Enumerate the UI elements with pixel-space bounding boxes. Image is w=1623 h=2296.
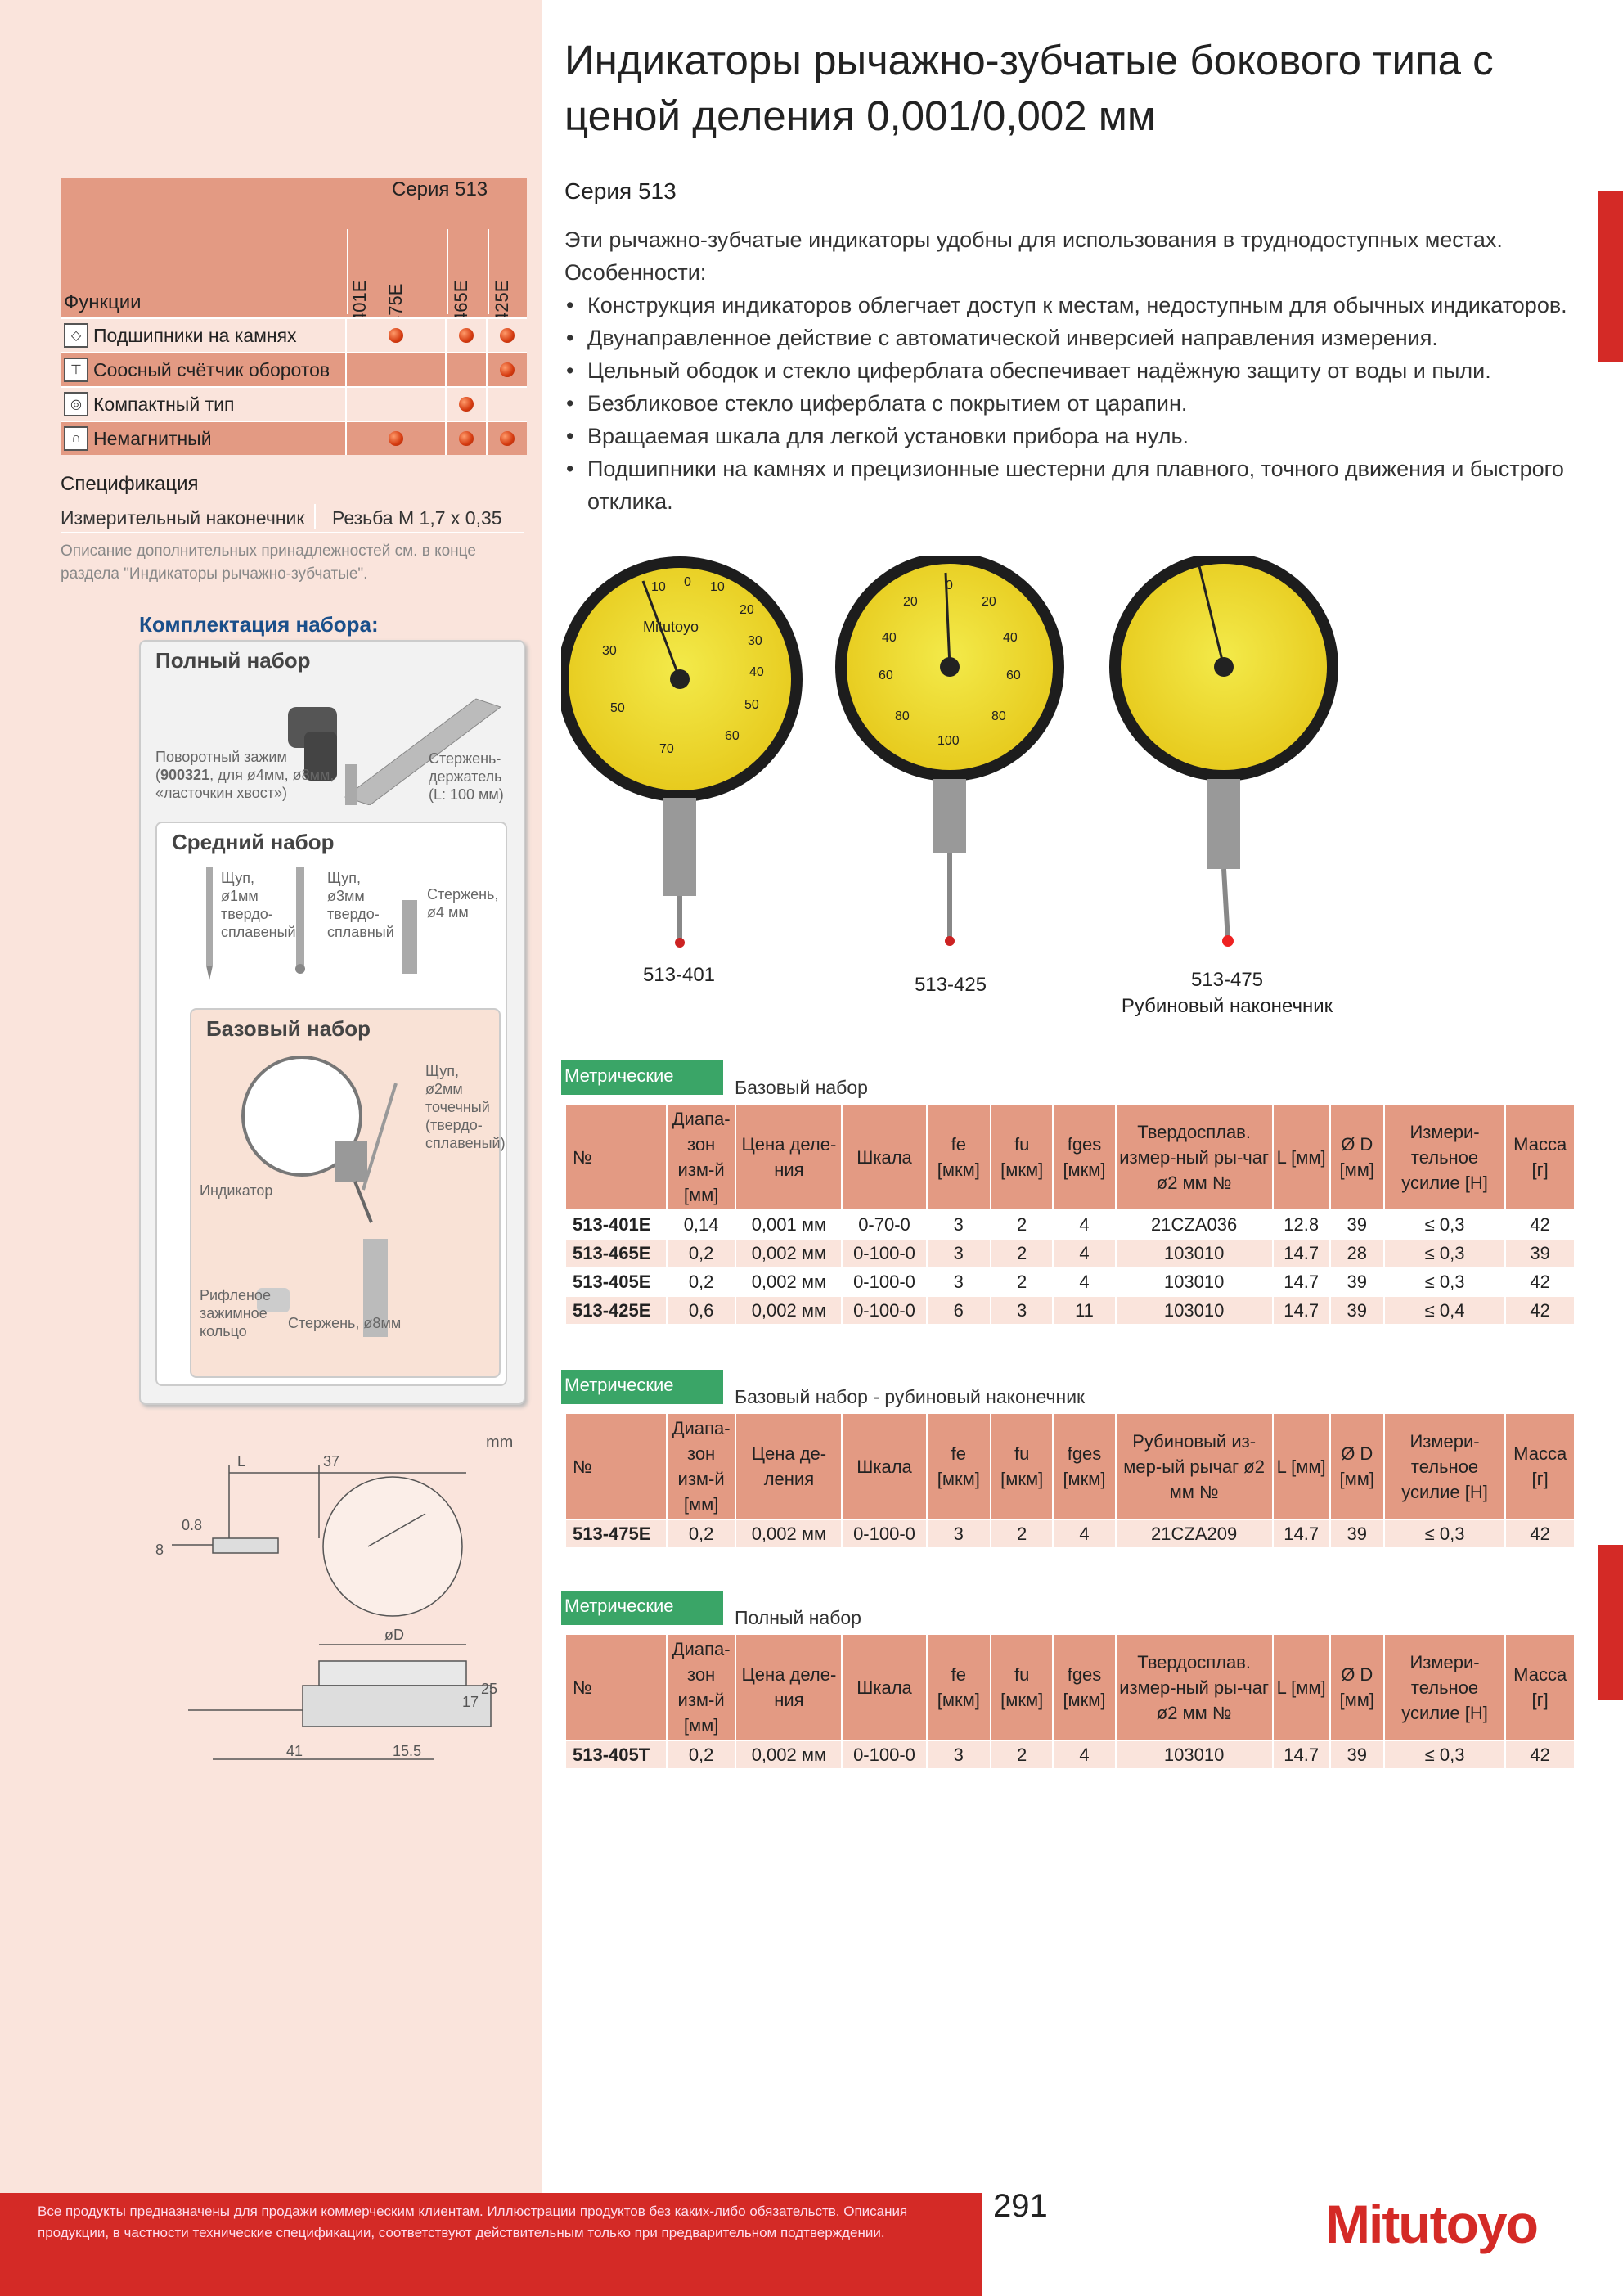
dial-tick: 50 <box>744 698 759 712</box>
cell: 4 <box>1053 1519 1115 1548</box>
spec-title: Спецификация <box>61 473 199 495</box>
cell: 14.7 <box>1273 1296 1330 1325</box>
swivel-clamp-code: 900321 <box>160 767 210 783</box>
dial-tick: 60 <box>725 729 740 743</box>
feature-item: • Конструкция индикаторов облегчает доступ к местам, недоступным для обычных индикаторов. <box>564 289 1579 322</box>
header-cell: fges [мкм] <box>1053 1634 1115 1740</box>
metric-badge: Метрические <box>561 1591 723 1625</box>
cell: 0-100-0 <box>842 1740 926 1769</box>
dial-tick: 60 <box>879 669 893 682</box>
dim-L: L <box>237 1453 246 1470</box>
cell: 42 <box>1505 1519 1575 1548</box>
product-table-basic <box>564 1103 1576 1326</box>
cell: ≤ 0,3 <box>1384 1519 1506 1548</box>
probe-1mm-label: Щуп, ø1мм твердо-сплавеный <box>221 870 296 940</box>
mark-cell <box>447 422 488 455</box>
mark-cell <box>447 353 488 386</box>
cell: 28 <box>1330 1239 1384 1267</box>
functions-table-header <box>61 178 527 317</box>
cell: ≤ 0,4 <box>1384 1296 1506 1325</box>
probe-2mm-label: Щуп, ø2мм точечный (твердо-сплавеный) <box>425 1063 506 1151</box>
functions-table <box>61 178 527 455</box>
table-header-row <box>565 1634 1575 1740</box>
header-cell: L [мм] <box>1273 1413 1330 1519</box>
header-cell: Цена де-ления <box>735 1413 842 1519</box>
function-name <box>61 388 347 421</box>
cell: 103010 <box>1116 1296 1273 1325</box>
dial-tick: 30 <box>748 634 762 648</box>
dial-tick: 20 <box>740 603 754 617</box>
spec-separator <box>314 504 316 529</box>
table-subtitle: Полный набор <box>735 1607 861 1628</box>
function-row <box>61 386 527 421</box>
table-row <box>565 1296 1575 1325</box>
table-row <box>565 1239 1575 1267</box>
dim-37: 37 <box>323 1453 340 1470</box>
dial-tick: 10 <box>651 580 666 594</box>
header-cell: Измери-тельное усилие [Н] <box>1384 1634 1506 1740</box>
swivel-clamp-label <box>155 748 344 802</box>
cell: 2 <box>991 1210 1053 1239</box>
column-513-465e <box>447 229 488 314</box>
cell: 0,001 мм <box>735 1210 842 1239</box>
cell: 0-100-0 <box>842 1267 926 1296</box>
dial-brand: Mitutoyo <box>643 619 699 635</box>
header-cell: fe [мкм] <box>927 1413 991 1519</box>
dial-tick: 70 <box>659 742 674 756</box>
cell: 2 <box>991 1267 1053 1296</box>
page-number: 291 <box>993 2188 1048 2224</box>
function-name <box>61 319 347 352</box>
header-cell: Ø D [мм] <box>1330 1104 1384 1210</box>
header-cell: fe [мкм] <box>927 1104 991 1210</box>
table-row <box>565 1267 1575 1296</box>
cell: 513-425E <box>565 1296 667 1325</box>
header-cell: Масса [г] <box>1505 1104 1575 1210</box>
series-heading: Серия 513 <box>564 178 677 204</box>
cell: 513-401E <box>565 1210 667 1239</box>
cell: 6 <box>927 1296 991 1325</box>
cell: 0,2 <box>667 1740 736 1769</box>
cell: 513-465E <box>565 1239 667 1267</box>
functions-label: Функции <box>64 291 142 313</box>
feature-item: • Вращаемая шкала для легкой установки прибора на нуль. <box>564 420 1579 452</box>
cell: 14.7 <box>1273 1519 1330 1548</box>
cell: 12.8 <box>1273 1210 1330 1239</box>
footer-disclaimer: Все продукты предназначены для продажи коммерческим клиентам. Иллюстрации продуктов без каких-либо обязательств. Описания продукции, в частности технические спецификации, соответствуют действительным только при предварительном подтверждении. <box>38 2204 908 2240</box>
header-cell: L [мм] <box>1273 1634 1330 1740</box>
dim-od: øD <box>384 1627 404 1643</box>
cell: 3 <box>927 1267 991 1296</box>
cell: 103010 <box>1116 1267 1273 1296</box>
header-cell: Масса [г] <box>1505 1634 1575 1740</box>
spec-value: Резьба M 1,7 x 0,35 <box>332 507 502 529</box>
mark-cell <box>488 422 527 455</box>
cell: 513-405E <box>565 1267 667 1296</box>
dial-tick: 100 <box>937 734 960 748</box>
mark-cell <box>488 353 527 386</box>
table-row <box>565 1740 1575 1769</box>
header-cell: fu [мкм] <box>991 1413 1053 1519</box>
header-cell: Диапа-зон изм-й [мм] <box>667 1634 736 1740</box>
cell: 0-100-0 <box>842 1239 926 1267</box>
rod-4mm-image <box>402 900 417 974</box>
cell: 14.7 <box>1273 1740 1330 1769</box>
feature-item: • Безбликовое стекло циферблата с покрытием от царапин. <box>564 387 1579 420</box>
table-subtitle: Базовый набор - рубиновый наконечник <box>735 1386 1086 1407</box>
rod-4mm-label: Стержень, ø4 мм <box>427 886 499 921</box>
dial-tick: 10 <box>710 580 725 594</box>
cell: 0,002 мм <box>735 1267 842 1296</box>
cell: 4 <box>1053 1740 1115 1769</box>
cell: 0,6 <box>667 1296 736 1325</box>
mark-dot <box>459 397 474 412</box>
cell: ≤ 0,3 <box>1384 1239 1506 1267</box>
header-cell: Шкала <box>842 1104 926 1210</box>
header-cell: Рубиновый из-мер-ый рычаг ø2 мм № <box>1116 1413 1273 1519</box>
cell: 2 <box>991 1519 1053 1548</box>
header-cell: Ø D [мм] <box>1330 1634 1384 1740</box>
cell: 14.7 <box>1273 1239 1330 1267</box>
photo-subcaption-ruby: Рубиновый наконечник <box>1121 995 1333 1017</box>
cell: ≤ 0,3 <box>1384 1267 1506 1296</box>
header-cell: Ø D [мм] <box>1330 1413 1384 1519</box>
cell: 11 <box>1053 1296 1115 1325</box>
cell: 39 <box>1505 1239 1575 1267</box>
cell: 0,2 <box>667 1519 736 1548</box>
function-row <box>61 317 527 352</box>
table-row <box>565 1519 1575 1548</box>
kit-full-heading: Полный набор <box>155 648 311 673</box>
function-row <box>61 421 527 455</box>
dial-tick: 0 <box>684 575 691 589</box>
table-header-row <box>565 1413 1575 1519</box>
mark-dot <box>389 431 403 446</box>
cell: ≤ 0,3 <box>1384 1740 1506 1769</box>
feature-item: • Цельный ободок и стекло циферблата обеспечивает надёжную защиту от воды и пыли. <box>564 354 1579 387</box>
non-magnetic-icon: ∩ <box>64 426 88 451</box>
dial-tick: 50 <box>610 701 625 715</box>
cell: 14.7 <box>1273 1267 1330 1296</box>
mark-cell <box>447 388 488 421</box>
cell: 42 <box>1505 1296 1575 1325</box>
cell: 0-70-0 <box>842 1210 926 1239</box>
coaxial-counter-icon: ⊤ <box>64 358 88 382</box>
column-513-425e <box>488 229 527 314</box>
cell: 21CZA036 <box>1116 1210 1273 1239</box>
cell: 39 <box>1330 1519 1384 1548</box>
mark-cell <box>347 388 447 421</box>
function-name <box>61 353 347 386</box>
mark-cell <box>447 319 488 352</box>
header-cell: № <box>565 1634 667 1740</box>
dial-tick: 40 <box>1003 631 1018 645</box>
cell: 4 <box>1053 1210 1115 1239</box>
header-cell: Диапа-зон изм-й [мм] <box>667 1413 736 1519</box>
dial-tick: 80 <box>895 709 910 723</box>
mark-dot <box>389 328 403 343</box>
table-row <box>565 1210 1575 1239</box>
dial-tick: 40 <box>882 631 897 645</box>
header-cell: Цена деле-ния <box>735 1104 842 1210</box>
function-row <box>61 352 527 386</box>
header-cell: Измери-тельное усилие [Н] <box>1384 1104 1506 1210</box>
cell: 3 <box>927 1740 991 1769</box>
cell: 42 <box>1505 1740 1575 1769</box>
kit-title: Комплектация набора: <box>139 612 379 637</box>
header-cell: fu [мкм] <box>991 1104 1053 1210</box>
compact-type-icon: ◎ <box>64 392 88 416</box>
header-cell: fu [мкм] <box>991 1634 1053 1740</box>
dim-25: 25 <box>481 1681 498 1697</box>
swivel-clamp-prefix: Поворотный зажим ( <box>155 749 287 783</box>
cell: 0,002 мм <box>735 1519 842 1548</box>
clamp-ring-label: Рифленое зажимное кольцо <box>200 1287 271 1339</box>
indicator-513-425-image <box>835 556 1064 946</box>
cell: 4 <box>1053 1267 1115 1296</box>
cell: 21CZA209 <box>1116 1519 1273 1548</box>
cell: 2 <box>991 1239 1053 1267</box>
mark-dot <box>500 431 515 446</box>
cell: 0,002 мм <box>735 1740 842 1769</box>
dim-17: 17 <box>462 1694 479 1710</box>
mark-dot <box>459 328 474 343</box>
cell: 3 <box>927 1239 991 1267</box>
spec-label: Измерительный наконечник <box>61 507 305 529</box>
cell: 42 <box>1505 1267 1575 1296</box>
header-cell: № <box>565 1104 667 1210</box>
mark-cell <box>347 319 447 352</box>
function-label: Компактный тип <box>93 393 235 415</box>
header-cell: fges [мкм] <box>1053 1104 1115 1210</box>
dial-tick: 20 <box>903 595 918 609</box>
header-cell: fe [мкм] <box>927 1634 991 1740</box>
brand-logo: Mitutoyo <box>1325 2194 1537 2254</box>
header-cell: Диапа-зон изм-й [мм] <box>667 1104 736 1210</box>
kit-basic-box <box>190 1008 506 1378</box>
header-cell: № <box>565 1413 667 1519</box>
function-label: Немагнитный <box>93 427 212 449</box>
cell: 39 <box>1330 1267 1384 1296</box>
spec-note: Описание дополнительных принадлежностей см. в конце раздела "Индикаторы рычажно-зубчатые". <box>61 542 476 583</box>
jewel-bearing-icon: ◇ <box>64 323 88 348</box>
mark-dot <box>500 328 515 343</box>
kit-medium-heading: Средний набор <box>172 830 335 854</box>
cell: 3 <box>927 1519 991 1548</box>
dim-8: 8 <box>155 1542 164 1558</box>
cell: 39 <box>1330 1296 1384 1325</box>
feature-item: • Двунаправленное действие с автоматической инверсией направления измерения. <box>564 322 1579 354</box>
cell: 39 <box>1330 1210 1384 1239</box>
function-label: Подшипники на камнях <box>93 324 297 346</box>
probe-1mm-image <box>206 867 213 980</box>
cell: 0,14 <box>667 1210 736 1239</box>
product-table-full <box>564 1633 1576 1770</box>
indicator-label: Индикатор <box>200 1182 273 1199</box>
header-cell: Твердосплав. измер-ный ры-чаг ø2 мм № <box>1116 1104 1273 1210</box>
header-cell: Шкала <box>842 1634 926 1740</box>
kit-medium-box <box>155 822 507 1386</box>
cell: 39 <box>1330 1740 1384 1769</box>
feature-list <box>564 289 1579 518</box>
feature-item: • Подшипники на камнях и прецизионные шестерни для плавного, точного движения и быстрого отклика. <box>564 452 1579 518</box>
header-cell: fges [мкм] <box>1053 1413 1115 1519</box>
dial-tick: 60 <box>1006 669 1021 682</box>
holder-rod-label: Стержень-держатель (L: 100 мм) <box>429 750 504 803</box>
table-header-row <box>565 1104 1575 1210</box>
mark-dot <box>500 362 515 377</box>
metric-badge: Метрические <box>561 1370 723 1404</box>
indicator-513-475-image <box>1109 556 1338 947</box>
cell: 0,002 мм <box>735 1296 842 1325</box>
photo-caption-513-401: 513-401 <box>642 964 716 986</box>
header-cell: Шкала <box>842 1413 926 1519</box>
dimension-drawing <box>139 1448 499 1792</box>
probe-3mm-image <box>295 867 305 974</box>
cell: 513-405T <box>565 1740 667 1769</box>
section-tab-marker <box>1598 191 1623 362</box>
drawing-unit: mm <box>486 1434 514 1452</box>
mark-cell <box>488 388 527 421</box>
cell: 42 <box>1505 1210 1575 1239</box>
indicator-513-401-image <box>561 556 803 948</box>
mark-dot <box>459 431 474 446</box>
kit-basic-heading: Базовый набор <box>206 1016 371 1041</box>
swivel-clamp-suffix: , для ø4мм, ø8мм, «ласточкин хвост») <box>155 767 335 801</box>
kit-box <box>139 640 525 1405</box>
photo-caption-513-425: 513-425 <box>914 974 987 996</box>
cell: 4 <box>1053 1239 1115 1267</box>
dial-tick: 20 <box>982 595 996 609</box>
product-photos <box>561 556 1379 982</box>
description-intro: Эти рычажно-зубчатые индикаторы удобны для использования в труднодоступных местах. Особенности: <box>564 227 1503 285</box>
description <box>564 223 1579 518</box>
table-subtitle: Базовый набор <box>735 1077 868 1098</box>
function-label: Соосный счётчик оборотов <box>93 358 330 380</box>
header-cell: Цена деле-ния <box>735 1634 842 1740</box>
header-cell: Твердосплав. измер-ный ры-чаг ø2 мм № <box>1116 1634 1273 1740</box>
dial-tick: 40 <box>749 665 764 679</box>
cell: 103010 <box>1116 1740 1273 1769</box>
cell: 0-100-0 <box>842 1296 926 1325</box>
cell: 0,2 <box>667 1239 736 1267</box>
cell: 0,002 мм <box>735 1239 842 1267</box>
cell: 3 <box>991 1296 1053 1325</box>
header-cell: L [мм] <box>1273 1104 1330 1210</box>
cell: 3 <box>927 1210 991 1239</box>
spec-row <box>61 501 524 533</box>
photo-caption-513-475: 513-475 <box>1190 969 1264 991</box>
dial-tick: 0 <box>946 579 953 592</box>
section-tab-marker-lower <box>1598 1545 1623 1700</box>
dim-41: 41 <box>286 1743 303 1759</box>
mark-cell <box>347 422 447 455</box>
header-cell: Измери-тельное усилие [Н] <box>1384 1413 1506 1519</box>
cell: 0-100-0 <box>842 1519 926 1548</box>
metric-badge: Метрические <box>561 1060 723 1095</box>
probe-2mm-image <box>363 1083 396 1190</box>
rod-8mm-label: Стержень, ø8мм <box>288 1315 402 1331</box>
mark-cell <box>488 319 527 352</box>
probe-3mm-label: Щуп, ø3мм твердо-сплавный <box>327 870 394 940</box>
cell: ≤ 0,3 <box>1384 1210 1506 1239</box>
page-title: Индикаторы рычажно-зубчатые бокового типа с ценой деления 0,001/0,002 мм <box>564 37 1494 139</box>
cell: 2 <box>991 1740 1053 1769</box>
product-table-ruby <box>564 1412 1576 1549</box>
dial-tick: 80 <box>991 709 1006 723</box>
cell: 513-475E <box>565 1519 667 1548</box>
cell: 0,2 <box>667 1267 736 1296</box>
header-cell: Масса [г] <box>1505 1413 1575 1519</box>
dial-tick: 30 <box>602 644 617 658</box>
function-name <box>61 422 347 455</box>
dim-0-8: 0.8 <box>182 1517 203 1533</box>
mark-cell <box>347 353 447 386</box>
functions-series-label: Серия 513 <box>392 178 488 200</box>
dim-15-5: 15.5 <box>393 1743 422 1759</box>
cell: 103010 <box>1116 1239 1273 1267</box>
